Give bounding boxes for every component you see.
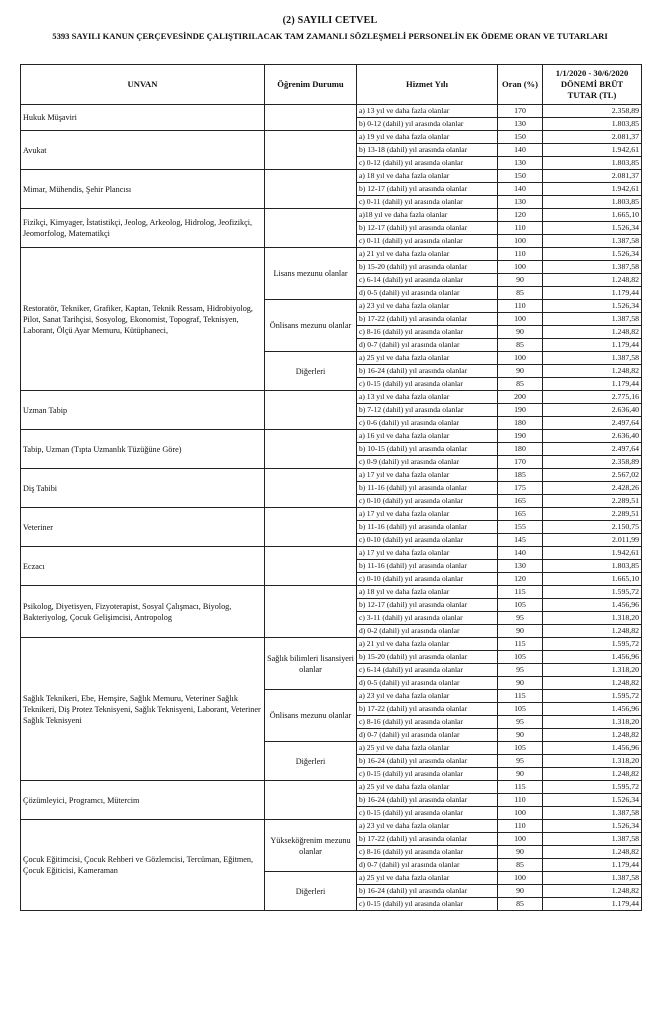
tutar-cell: 1.942,61 [543, 183, 642, 196]
hizmet-cell: a) 17 yıl ve daha fazla olanlar [357, 508, 498, 521]
ogrenim-cell [265, 469, 357, 508]
oran-cell: 100 [498, 235, 543, 248]
tutar-cell: 1.387,58 [543, 313, 642, 326]
oran-cell: 110 [498, 222, 543, 235]
hizmet-cell: d) 0-7 (dahil) yıl arasında olanlar [357, 859, 498, 872]
ogrenim-cell: Önlisans mezunu olanlar [265, 300, 357, 352]
hizmet-cell: a) 17 yıl ve daha fazla olanlar [357, 547, 498, 560]
ogrenim-cell [265, 170, 357, 209]
tutar-cell: 1.595,72 [543, 690, 642, 703]
oran-cell: 95 [498, 755, 543, 768]
oran-cell: 100 [498, 807, 543, 820]
tutar-cell: 1.248,82 [543, 729, 642, 742]
oran-cell: 180 [498, 417, 543, 430]
oran-cell: 170 [498, 105, 543, 118]
tutar-cell: 2.358,89 [543, 105, 642, 118]
hizmet-cell: a) 21 yıl ve daha fazla olanlar [357, 638, 498, 651]
oran-cell: 115 [498, 586, 543, 599]
oran-cell: 110 [498, 300, 543, 313]
hizmet-cell: d) 0-7 (dahil) yıl arasında olanlar [357, 729, 498, 742]
tutar-cell: 1.248,82 [543, 326, 642, 339]
tutar-cell: 1.595,72 [543, 638, 642, 651]
oran-cell: 165 [498, 508, 543, 521]
hizmet-cell: a) 25 yıl ve daha fazla olanlar [357, 872, 498, 885]
hizmet-cell: a) 18 yıl ve daha fazla olanlar [357, 170, 498, 183]
payment-table [20, 64, 642, 911]
tutar-cell: 1.803,85 [543, 157, 642, 170]
tutar-cell: 2.636,40 [543, 404, 642, 417]
tutar-cell: 1.456,96 [543, 742, 642, 755]
ogrenim-cell: Diğerleri [265, 872, 357, 911]
hizmet-cell: b) 11-16 (dahil) yıl arasında olanlar [357, 560, 498, 573]
tutar-cell: 1.595,72 [543, 781, 642, 794]
hizmet-cell: b) 16-24 (dahil) yıl arasında olanlar [357, 885, 498, 898]
tutar-cell: 2.775,16 [543, 391, 642, 404]
header-hizmet: Hizmet Yılı [357, 65, 498, 105]
table-row [21, 508, 642, 521]
oran-cell: 90 [498, 885, 543, 898]
ogrenim-cell [265, 391, 357, 430]
table-row [21, 638, 642, 651]
tutar-cell: 1.526,34 [543, 794, 642, 807]
tutar-cell: 1.942,61 [543, 547, 642, 560]
oran-cell: 85 [498, 378, 543, 391]
oran-cell: 115 [498, 781, 543, 794]
tutar-cell: 1.179,44 [543, 287, 642, 300]
oran-cell: 100 [498, 833, 543, 846]
oran-cell: 190 [498, 430, 543, 443]
ogrenim-cell [265, 508, 357, 547]
tutar-cell: 2.497,64 [543, 417, 642, 430]
oran-cell: 90 [498, 326, 543, 339]
ogrenim-cell [265, 547, 357, 586]
unvan-cell: Veteriner [21, 508, 265, 547]
tutar-cell: 1.318,20 [543, 755, 642, 768]
ogrenim-cell [265, 209, 357, 248]
tutar-cell: 1.179,44 [543, 378, 642, 391]
table-row [21, 209, 642, 222]
tutar-cell: 1.248,82 [543, 846, 642, 859]
document-title: (2) SAYILI CETVEL [282, 15, 378, 26]
oran-cell: 95 [498, 612, 543, 625]
tutar-cell: 1.803,85 [543, 118, 642, 131]
tutar-cell: 1.387,58 [543, 872, 642, 885]
tutar-cell: 1.179,44 [543, 339, 642, 352]
oran-cell: 90 [498, 365, 543, 378]
hizmet-cell: a)18 yıl ve daha fazla olanlar [357, 209, 498, 222]
tutar-cell: 1.248,82 [543, 625, 642, 638]
table-row [21, 781, 642, 794]
document-subtitle: 5393 SAYILI KANUN ÇERÇEVESİNDE ÇALIŞTIRILACAK TAM ZAMANLI SÖZLEŞMELİ PERSONELİN EK ÖDEME ORAN VE TUTARLARI [52, 31, 608, 41]
hizmet-cell: c) 0-15 (dahil) yıl arasında olanlar [357, 807, 498, 820]
hizmet-cell: b) 12-17 (dahil) yıl arasında olanlar [357, 599, 498, 612]
tutar-cell: 1.387,58 [543, 261, 642, 274]
tutar-cell: 1.942,61 [543, 144, 642, 157]
oran-cell: 90 [498, 768, 543, 781]
hizmet-cell: d) 0-5 (dahil) yıl arasında olanlar [357, 287, 498, 300]
unvan-cell: Avukat [21, 131, 265, 170]
hizmet-cell: a) 25 yıl ve daha fazla olanlar [357, 742, 498, 755]
hizmet-cell: b) 16-24 (dahil) yıl arasında olanlar [357, 365, 498, 378]
oran-cell: 115 [498, 690, 543, 703]
hizmet-cell: d) 0-7 (dahil) yıl arasında olanlar [357, 339, 498, 352]
oran-cell: 175 [498, 482, 543, 495]
oran-cell: 145 [498, 534, 543, 547]
tutar-cell: 2.289,51 [543, 508, 642, 521]
header-tutar-period: 1/1/2020 - 30/6/2020 [555, 68, 629, 78]
tutar-cell: 1.387,58 [543, 235, 642, 248]
hizmet-cell: d) 0-2 (dahil) yıl arasında olanlar [357, 625, 498, 638]
unvan-cell: Çocuk Eğitimcisi, Çocuk Rehberi ve Gözlemcisi, Tercüman, Eğitmen, Çocuk Eğiticisi, Kameraman [21, 820, 265, 911]
ogrenim-cell: Sağlık bilimleri lisansiyeri olanlar [265, 638, 357, 690]
table-row [21, 586, 642, 599]
table-row [21, 131, 642, 144]
hizmet-cell: b) 12-17 (dahil) yıl arasında olanlar [357, 222, 498, 235]
tutar-cell: 2.567,02 [543, 469, 642, 482]
table-row [21, 105, 642, 118]
oran-cell: 170 [498, 456, 543, 469]
table-row [21, 469, 642, 482]
hizmet-cell: b) 17-22 (dahil) yıl arasında olanlar [357, 703, 498, 716]
hizmet-cell: c) 0-12 (dahil) yıl arasında olanlar [357, 157, 498, 170]
tutar-cell: 1.526,34 [543, 820, 642, 833]
unvan-cell: Diş Tabibi [21, 469, 265, 508]
tutar-cell: 1.456,96 [543, 703, 642, 716]
hizmet-cell: c) 0-11 (dahil) yıl arasında olanlar [357, 235, 498, 248]
oran-cell: 105 [498, 651, 543, 664]
tutar-cell: 1.387,58 [543, 352, 642, 365]
hizmet-cell: a) 25 yıl ve daha fazla olanlar [357, 781, 498, 794]
hizmet-cell: c) 0-9 (dahil) yıl arasında olanlar [357, 456, 498, 469]
table-row [21, 430, 642, 443]
tutar-cell: 2.081,37 [543, 170, 642, 183]
oran-cell: 200 [498, 391, 543, 404]
oran-cell: 95 [498, 716, 543, 729]
table-row [21, 820, 642, 833]
unvan-cell: Tabip, Uzman (Tıpta Uzmanlık Tüzüğüne Göre) [21, 430, 265, 469]
tutar-cell: 1.248,82 [543, 274, 642, 287]
unvan-cell: Hukuk Müşaviri [21, 105, 265, 131]
oran-cell: 85 [498, 859, 543, 872]
oran-cell: 105 [498, 742, 543, 755]
tutar-cell: 1.665,10 [543, 209, 642, 222]
oran-cell: 85 [498, 287, 543, 300]
oran-cell: 190 [498, 404, 543, 417]
oran-cell: 90 [498, 625, 543, 638]
tutar-cell: 2.497,64 [543, 443, 642, 456]
tutar-cell: 1.456,96 [543, 599, 642, 612]
tutar-cell: 1.387,58 [543, 807, 642, 820]
tutar-cell: 1.318,20 [543, 716, 642, 729]
oran-cell: 155 [498, 521, 543, 534]
hizmet-cell: c) 3-11 (dahil) yıl arasında olanlar [357, 612, 498, 625]
ogrenim-cell: Diğerleri [265, 352, 357, 391]
hizmet-cell: b) 16-24 (dahil) yıl arasında olanlar [357, 755, 498, 768]
table-row [21, 170, 642, 183]
tutar-cell: 1.595,72 [543, 586, 642, 599]
oran-cell: 85 [498, 339, 543, 352]
oran-cell: 130 [498, 196, 543, 209]
hizmet-cell: b) 7-12 (dahil) yıl arasında olanlar [357, 404, 498, 417]
oran-cell: 120 [498, 573, 543, 586]
ogrenim-cell [265, 430, 357, 469]
oran-cell: 180 [498, 443, 543, 456]
hizmet-cell: b) 12-17 (dahil) yıl arasında olanlar [357, 183, 498, 196]
table-row [21, 547, 642, 560]
tutar-cell: 1.248,82 [543, 677, 642, 690]
oran-cell: 110 [498, 794, 543, 807]
hizmet-cell: c) 0-15 (dahil) yıl arasında olanlar [357, 378, 498, 391]
hizmet-cell: b) 13-18 (dahil) yıl arasında olanlar [357, 144, 498, 157]
hizmet-cell: a) 16 yıl ve daha fazla olanlar [357, 430, 498, 443]
hizmet-cell: c) 6-14 (dahil) yıl arasında olanlar [357, 664, 498, 677]
oran-cell: 90 [498, 274, 543, 287]
oran-cell: 105 [498, 599, 543, 612]
oran-cell: 110 [498, 248, 543, 261]
tutar-cell: 1.803,85 [543, 560, 642, 573]
hizmet-cell: a) 13 yıl ve daha fazla olanlar [357, 105, 498, 118]
unvan-cell: Eczacı [21, 547, 265, 586]
tutar-cell: 2.150,75 [543, 521, 642, 534]
tutar-cell: 2.081,37 [543, 131, 642, 144]
tutar-cell: 2.636,40 [543, 430, 642, 443]
tutar-cell: 1.248,82 [543, 885, 642, 898]
tutar-cell: 2.289,51 [543, 495, 642, 508]
oran-cell: 120 [498, 209, 543, 222]
oran-cell: 140 [498, 547, 543, 560]
hizmet-cell: a) 17 yıl ve daha fazla olanlar [357, 469, 498, 482]
ogrenim-cell: Lisans mezunu olanlar [265, 248, 357, 300]
tutar-cell: 1.248,82 [543, 365, 642, 378]
oran-cell: 100 [498, 313, 543, 326]
hizmet-cell: b) 10-15 (dahil) yıl arasında olanlar [357, 443, 498, 456]
hizmet-cell: c) 0-15 (dahil) yıl arasında olanlar [357, 768, 498, 781]
unvan-cell: Çözümleyici, Programcı, Mütercim [21, 781, 265, 820]
tutar-cell: 1.179,44 [543, 898, 642, 911]
tutar-cell: 2.011,99 [543, 534, 642, 547]
tutar-cell: 1.248,82 [543, 768, 642, 781]
unvan-cell: Restoratör, Tekniker, Grafiker, Kaptan, Teknik Ressam, Hidrobiyolog, Pilot, Sanat Tarihçisi, Sosyolog, Ekonomist, Topograf, Teknisyen, Laborant, Ölçü Ayar Memuru, Kütüphaneci, [21, 248, 265, 391]
tutar-cell: 1.387,58 [543, 833, 642, 846]
oran-cell: 185 [498, 469, 543, 482]
oran-cell: 100 [498, 872, 543, 885]
ogrenim-cell [265, 781, 357, 820]
oran-cell: 90 [498, 729, 543, 742]
oran-cell: 90 [498, 677, 543, 690]
hizmet-cell: b) 11-16 (dahil) yıl arasında olanlar [357, 482, 498, 495]
unvan-cell: Uzman Tabip [21, 391, 265, 430]
oran-cell: 140 [498, 144, 543, 157]
hizmet-cell: b) 15-20 (dahil) yıl arasında olanlar [357, 261, 498, 274]
unvan-cell: Mimar, Mühendis, Şehir Plancısı [21, 170, 265, 209]
oran-cell: 100 [498, 261, 543, 274]
table-body [21, 105, 642, 911]
tutar-cell: 1.665,10 [543, 573, 642, 586]
hizmet-cell: a) 13 yıl ve daha fazla olanlar [357, 391, 498, 404]
hizmet-cell: c) 8-16 (dahil) yıl arasında olanlar [357, 846, 498, 859]
hizmet-cell: c) 0-11 (dahil) yıl arasında olanlar [357, 196, 498, 209]
tutar-cell: 1.456,96 [543, 651, 642, 664]
tutar-cell: 2.428,26 [543, 482, 642, 495]
hizmet-cell: c) 0-10 (dahil) yıl arasında olanlar [357, 534, 498, 547]
oran-cell: 140 [498, 183, 543, 196]
hizmet-cell: a) 23 yıl ve daha fazla olanlar [357, 690, 498, 703]
tutar-cell: 1.526,34 [543, 222, 642, 235]
header-unvan: UNVAN [21, 65, 265, 105]
hizmet-cell: a) 25 yıl ve daha fazla olanlar [357, 352, 498, 365]
ogrenim-cell: Yükseköğrenim mezunu olanlar [265, 820, 357, 872]
ogrenim-cell [265, 586, 357, 638]
table-row [21, 391, 642, 404]
unvan-cell: Psikolog, Diyetisyen, Fizyoterapist, Sosyal Çalışmacı, Biyolog, Bakteriyolog, Çocuk Gelişimcisi, Antropolog [21, 586, 265, 638]
header-tutar-line3: TUTAR (TL) [567, 90, 617, 100]
hizmet-cell: c) 6-14 (dahil) yıl arasında olanlar [357, 274, 498, 287]
hizmet-cell: b) 15-20 (dahil) yıl arasında olanlar [357, 651, 498, 664]
oran-cell: 100 [498, 352, 543, 365]
oran-cell: 130 [498, 560, 543, 573]
unvan-cell: Sağlık Teknikeri, Ebe, Hemşire, Sağlık Memuru, Veteriner Sağlık Teknikeri, Diş Protez Teknisyeni, Sağlık Teknisyeni, Laborant, Veteriner Sağlık Teknisyeni [21, 638, 265, 781]
tutar-cell: 1.803,85 [543, 196, 642, 209]
tutar-cell: 1.526,34 [543, 300, 642, 313]
tutar-cell: 1.318,20 [543, 612, 642, 625]
oran-cell: 130 [498, 118, 543, 131]
oran-cell: 115 [498, 638, 543, 651]
oran-cell: 150 [498, 170, 543, 183]
hizmet-cell: c) 0-6 (dahil) yıl arasında olanlar [357, 417, 498, 430]
header-ogrenim: Öğrenim Durumu [265, 65, 357, 105]
hizmet-cell: c) 0-15 (dahil) yıl arasında olanlar [357, 898, 498, 911]
table-row [21, 248, 642, 261]
oran-cell: 90 [498, 846, 543, 859]
hizmet-cell: c) 8-16 (dahil) yıl arasında olanlar [357, 326, 498, 339]
oran-cell: 95 [498, 664, 543, 677]
tutar-cell: 1.318,20 [543, 664, 642, 677]
hizmet-cell: a) 23 yıl ve daha fazla olanlar [357, 300, 498, 313]
header-tutar [543, 65, 642, 105]
table-header-row [21, 65, 642, 105]
header-oran: Oran (%) [498, 65, 543, 105]
ogrenim-cell [265, 105, 357, 131]
tutar-cell: 2.358,89 [543, 456, 642, 469]
hizmet-cell: d) 0-5 (dahil) yıl arasında olanlar [357, 677, 498, 690]
hizmet-cell: b) 0-12 (dahil) yıl arasında olanlar [357, 118, 498, 131]
hizmet-cell: b) 16-24 (dahil) yıl arasında olanlar [357, 794, 498, 807]
tutar-cell: 1.526,34 [543, 248, 642, 261]
hizmet-cell: b) 17-22 (dahil) yıl arasında olanlar [357, 313, 498, 326]
hizmet-cell: a) 21 yıl ve daha fazla olanlar [357, 248, 498, 261]
oran-cell: 130 [498, 157, 543, 170]
unvan-cell: Fizikçi, Kimyager, İstatistikçi, Jeolog, Arkeolog, Hidrolog, Jeofizikçi, Jeomorfolog, Matematikçi [21, 209, 265, 248]
ogrenim-cell [265, 131, 357, 170]
hizmet-cell: b) 11-16 (dahil) yıl arasında olanlar [357, 521, 498, 534]
oran-cell: 165 [498, 495, 543, 508]
oran-cell: 85 [498, 898, 543, 911]
ogrenim-cell: Diğerleri [265, 742, 357, 781]
oran-cell: 105 [498, 703, 543, 716]
tutar-cell: 1.179,44 [543, 859, 642, 872]
ogrenim-cell: Önlisans mezunu olanlar [265, 690, 357, 742]
hizmet-cell: c) 0-10 (dahil) yıl arasında olanlar [357, 495, 498, 508]
hizmet-cell: b) 17-22 (dahil) yıl arasında olanlar [357, 833, 498, 846]
hizmet-cell: c) 0-10 (dahil) yıl arasında olanlar [357, 573, 498, 586]
hizmet-cell: a) 23 yıl ve daha fazla olanlar [357, 820, 498, 833]
header-tutar-line2: DÖNEMİ BRÜT [560, 79, 624, 89]
oran-cell: 110 [498, 820, 543, 833]
hizmet-cell: a) 18 yıl ve daha fazla olanlar [357, 586, 498, 599]
hizmet-cell: c) 8-16 (dahil) yıl arasında olanlar [357, 716, 498, 729]
oran-cell: 150 [498, 131, 543, 144]
hizmet-cell: a) 19 yıl ve daha fazla olanlar [357, 131, 498, 144]
